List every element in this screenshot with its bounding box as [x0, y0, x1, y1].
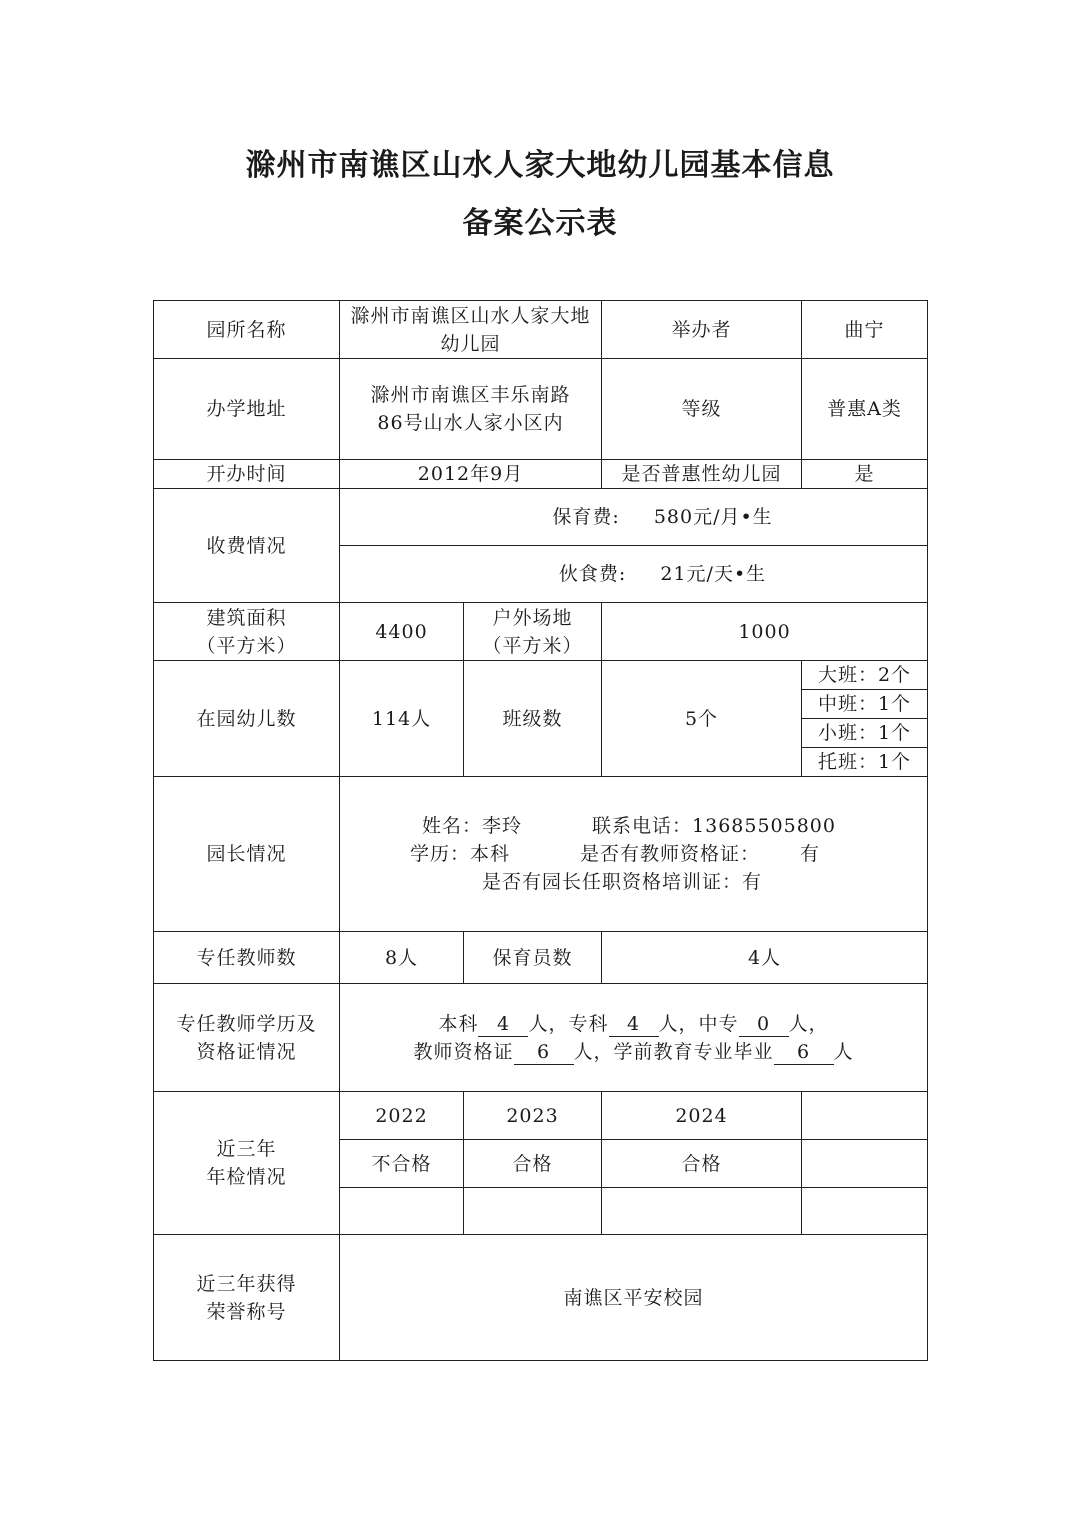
- label-qualification: [154, 984, 340, 1092]
- care-fee-value: 580元/月•生: [653, 506, 773, 528]
- building-area-label-line-2: （平方米）: [196, 634, 297, 657]
- qualification-label-line-2: 资格证情况: [196, 1040, 297, 1063]
- class-breakdown-item: 小班：1个: [802, 719, 928, 748]
- director-teacher-cert-value: 有: [800, 843, 821, 865]
- label-kindergarten-name: 园所名称: [154, 301, 340, 359]
- outdoor-area-label-line-1: 户外场地: [492, 606, 573, 629]
- teachers-value: 8人: [340, 932, 464, 984]
- label-class-count: 班级数: [464, 661, 602, 777]
- bachelor-label: 本科: [438, 1012, 479, 1035]
- building-area-label-line-1: 建筑面积: [206, 606, 287, 629]
- label-open-date: 开办时间: [154, 460, 340, 489]
- preschool-value: 6: [774, 1040, 834, 1065]
- inspection-empty-cell: [464, 1188, 602, 1235]
- honors-label-line-2: 荣誉称号: [206, 1300, 287, 1323]
- sponsor-value: 曲宁: [802, 301, 928, 359]
- cert-value: 6: [514, 1040, 574, 1065]
- director-phone: 联系电话：13685505800: [592, 815, 836, 837]
- qualification-line-2-end: 人: [833, 1040, 854, 1063]
- label-fees: 收费情况: [154, 489, 340, 603]
- label-director: 园长情况: [154, 777, 340, 932]
- inspection-empty-cell: [602, 1188, 802, 1235]
- honors-label-line-1: 近三年获得: [196, 1272, 297, 1295]
- qualification-info: [340, 984, 928, 1092]
- qualification-line-1-end: 人，: [788, 1012, 829, 1035]
- bachelor-value: 4: [478, 1012, 528, 1037]
- class-breakdown-item: 大班：2个: [802, 661, 928, 690]
- label-children-count: 在园幼儿数: [154, 661, 340, 777]
- info-table: [153, 300, 928, 1361]
- inspection-empty-cell: [802, 1188, 928, 1235]
- class-count-value: 5个: [602, 661, 802, 777]
- label-teachers: 专任教师数: [154, 932, 340, 984]
- director-teacher-cert: 是否有教师资格证：: [580, 843, 761, 865]
- inspection-empty-cell: [802, 1092, 928, 1140]
- meal-fee-value: 21元/天•生: [660, 563, 767, 585]
- label-carers: 保育员数: [464, 932, 602, 984]
- label-inspection: [154, 1092, 340, 1235]
- inspection-year: 2024: [602, 1092, 802, 1140]
- label-address: 办学地址: [154, 359, 340, 460]
- building-area-value: 4400: [340, 603, 464, 661]
- inspection-result: 合格: [464, 1140, 602, 1188]
- honors-value: 南谯区平安校园: [340, 1235, 928, 1361]
- director-name: 姓名：李玲: [422, 815, 523, 837]
- puhui-value: 是: [802, 460, 928, 489]
- outdoor-area-value: 1000: [602, 603, 928, 661]
- qualification-label-line-1: 专任教师学历及: [176, 1012, 317, 1035]
- meal-fee: [340, 546, 928, 603]
- label-sponsor: 举办者: [602, 301, 802, 359]
- inspection-year: 2022: [340, 1092, 464, 1140]
- inspection-year: 2023: [464, 1092, 602, 1140]
- kindergarten-name: 滁州市南谯区山水人家大地幼儿园: [340, 301, 602, 359]
- children-count-value: 114人: [340, 661, 464, 777]
- document-subtitle: 备案公示表: [462, 206, 618, 241]
- address-value: [340, 359, 602, 460]
- meal-fee-label: 伙食费:: [558, 563, 627, 585]
- inspection-result: 合格: [602, 1140, 802, 1188]
- director-training-cert: 是否有园长任职资格培训证：有: [482, 871, 763, 893]
- preschool-label: 人，学前教育专业毕业: [573, 1040, 774, 1063]
- secondary-label: 人，中专: [658, 1012, 739, 1035]
- grade-value: 普惠A类: [802, 359, 928, 460]
- label-grade: 等级: [602, 359, 802, 460]
- inspection-empty-cell: [802, 1140, 928, 1188]
- inspection-empty-cell: [340, 1188, 464, 1235]
- inspection-label-line-1: 近三年: [216, 1138, 277, 1160]
- care-fee: [340, 489, 928, 546]
- label-building-area: [154, 603, 340, 661]
- director-info: [340, 777, 928, 932]
- address-line-2: 86号山水人家小区内: [377, 412, 564, 434]
- class-breakdown-item: 中班：1个: [802, 690, 928, 719]
- open-date-value: 2012年9月: [340, 460, 602, 489]
- class-breakdown-item: 托班：1个: [802, 748, 928, 777]
- document-title: 滁州市南谯区山水人家大地幼儿园基本信息: [245, 148, 835, 183]
- inspection-label-line-2: 年检情况: [206, 1166, 287, 1188]
- associate-label: 人，专科: [528, 1012, 609, 1035]
- label-outdoor-area: [464, 603, 602, 661]
- outdoor-area-label-line-2: （平方米）: [482, 634, 583, 657]
- address-line-1: 滁州市南谯区丰乐南路: [370, 384, 571, 406]
- associate-value: 4: [609, 1012, 659, 1037]
- secondary-value: 0: [739, 1012, 789, 1037]
- cert-label: 教师资格证: [413, 1040, 514, 1063]
- inspection-result: 不合格: [340, 1140, 464, 1188]
- carers-value: 4人: [602, 932, 928, 984]
- label-puhui: 是否普惠性幼儿园: [602, 460, 802, 489]
- care-fee-label: 保育费:: [552, 506, 620, 528]
- director-education: 学历：本科: [410, 843, 511, 865]
- label-honors: [154, 1235, 340, 1361]
